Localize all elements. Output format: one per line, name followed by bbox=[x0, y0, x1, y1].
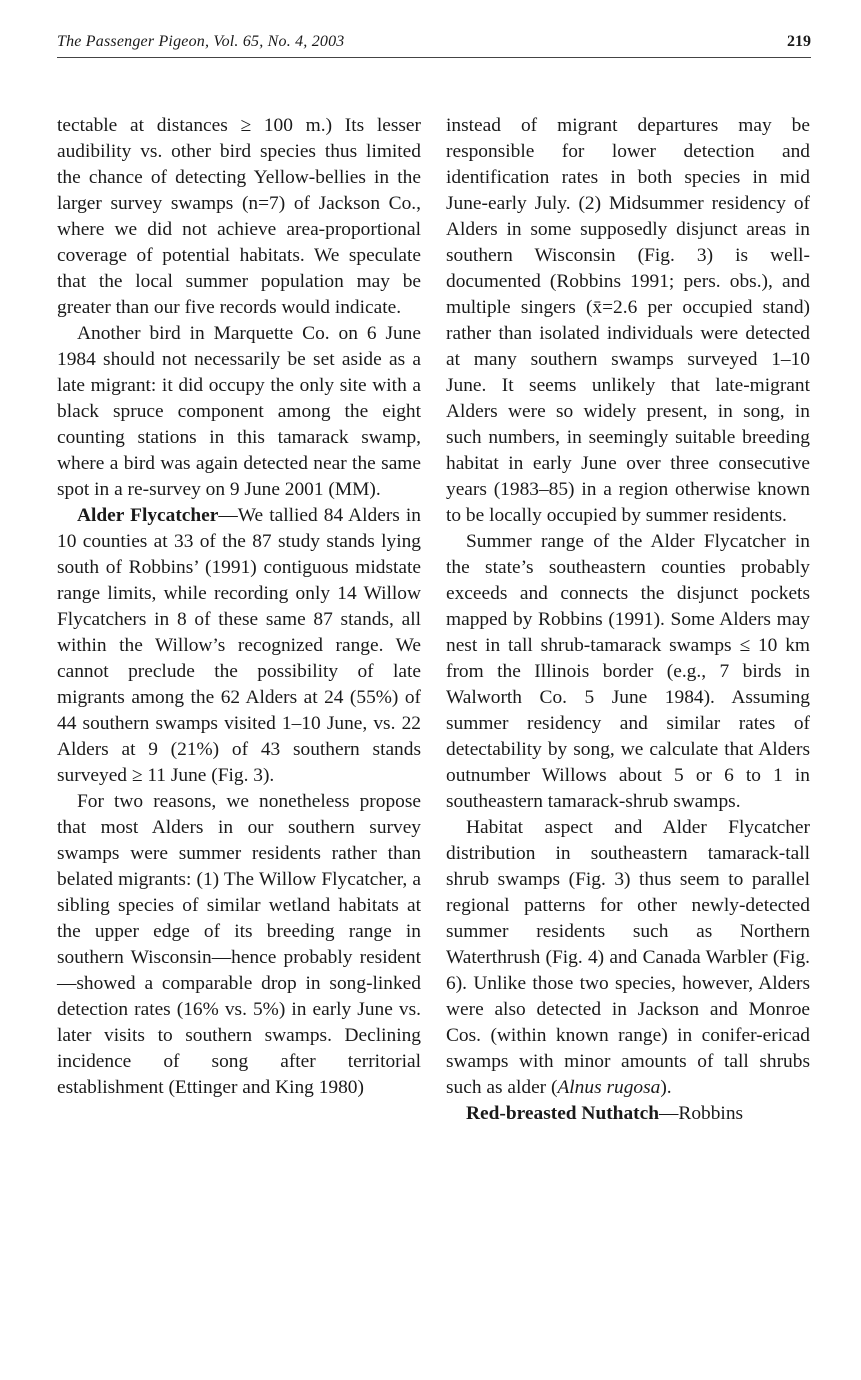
paragraph-two-reasons: For two reasons, we nonetheless propose that most Alders in our southern survey swamps were summer residents rather than belated migrants: (1) The Willow Flycatcher, a sibling species of similar wetland habitats at the upper edge of its breeding range in southern Wisconsin—hence probably resident—showed a comparable drop in song-linked detection rates (16% vs. 5%) in early June vs. later visits to southern swamps. Declining incidence of song after territorial establishment (Ettinger and King 1980) bbox=[57, 791, 421, 1098]
page-number: 219 bbox=[787, 33, 811, 50]
paragraph-habitat-end: ). bbox=[660, 1077, 672, 1098]
left-column bbox=[57, 113, 421, 1101]
paragraph-nuthatch-text: —Robbins bbox=[659, 1103, 744, 1124]
paragraph-alder-text: —We tallied 84 Alders in 10 counties at 33 of the 87 study stands lying south of Robbins’ (1991) contiguous midstate range limits, while recording only 14 Willow Flycatchers in 8 of these same 87 stands, all within the Willow’s recognized range. We cannot preclude the possibility of late migrants among the 62 Alders at 24 (55%) of 44 southern swamps visited 1–10 June, vs. 22 Alders at 9 (21%) of 43 southern stands surveyed ≥ 11 June (Fig. 3). bbox=[57, 505, 421, 786]
paragraph-nuthatch bbox=[446, 1101, 810, 1127]
paragraph-marquette: Another bird in Marquette Co. on 6 June 1984 should not necessarily be set aside as a late migrant: it did occupy the only site with a black spruce component among the eight counting stations in this tamarack swamp, where a bird was again detected near the same spot in a re-survey on 9 June 2001 (MM). bbox=[57, 323, 421, 500]
paragraph-alder-flycatcher bbox=[57, 503, 421, 789]
paragraph-continued-right: instead of migrant departures may be responsible for lower detection and identification rates in both species in mid June-early July. (2) Midsummer residency of Alders in some supposedly disjunct areas in southern Wisconsin (Fig. 3) is well-documented (Robbins 1991; pers. obs.), and multiple singers (x̄=2.6 per occupied stand) rather than isolated individuals were detected at many southern swamps surveyed 1–10 June. It seems unlikely that late-migrant Alders were so widely present, in song, in such numbers, in seemingly suitable breeding habitat in early June over three consecutive years (1983–85) in a region otherwise known to be locally occupied by summer residents. bbox=[446, 115, 810, 526]
paragraph-continued: tectable at distances ≥ 100 m.) Its lesser audibility vs. other bird species thus limited the chance of detecting Yellow-bellies in the larger survey swamps (n=7) of Jackson Co., where we did not achieve area-proportional coverage of potential habitats. We speculate that the local summer population may be greater than our five records would indicate. bbox=[57, 115, 421, 318]
running-head: The Passenger Pigeon, Vol. 65, No. 4, 2003 bbox=[57, 33, 345, 50]
page-header bbox=[57, 33, 811, 58]
paragraph-summer-range: Summer range of the Alder Flycatcher in the state’s southeastern counties probably exceeds and connects the disjunct pockets mapped by Robbins (1991). Some Alders may nest in tall shrub-tamarack swamps ≤ 10 km from the Illinois border (e.g., 7 birds in Walworth Co. 5 June 1984). Assuming summer residency and similar rates of detectability by song, we calculate that Alders outnumber Willows about 5 or 6 to 1 in southeastern tamarack-shrub swamps. bbox=[446, 531, 810, 812]
latin-name: Alnus rugosa bbox=[557, 1077, 661, 1098]
species-heading-alder-flycatcher: Alder Flycatcher bbox=[77, 505, 219, 526]
right-column bbox=[446, 113, 810, 1127]
paragraph-habitat-aspect bbox=[446, 815, 810, 1101]
species-heading-nuthatch: Red-breasted Nuthatch bbox=[466, 1103, 660, 1124]
paragraph-habitat-text: Habitat aspect and Alder Flycatcher distribution in southeastern tamarack-tall shrub swamps (Fig. 3) thus seem to parallel regional patterns for other newly-detected summer residents such as Northern Waterthrush (Fig. 4) and Canada Warbler (Fig. 6). Unlike those two species, however, Alders were also detected in Jackson and Monroe Cos. (within known range) in conifer-ericad swamps with minor amounts of tall shrubs such as alder ( bbox=[446, 817, 810, 1098]
